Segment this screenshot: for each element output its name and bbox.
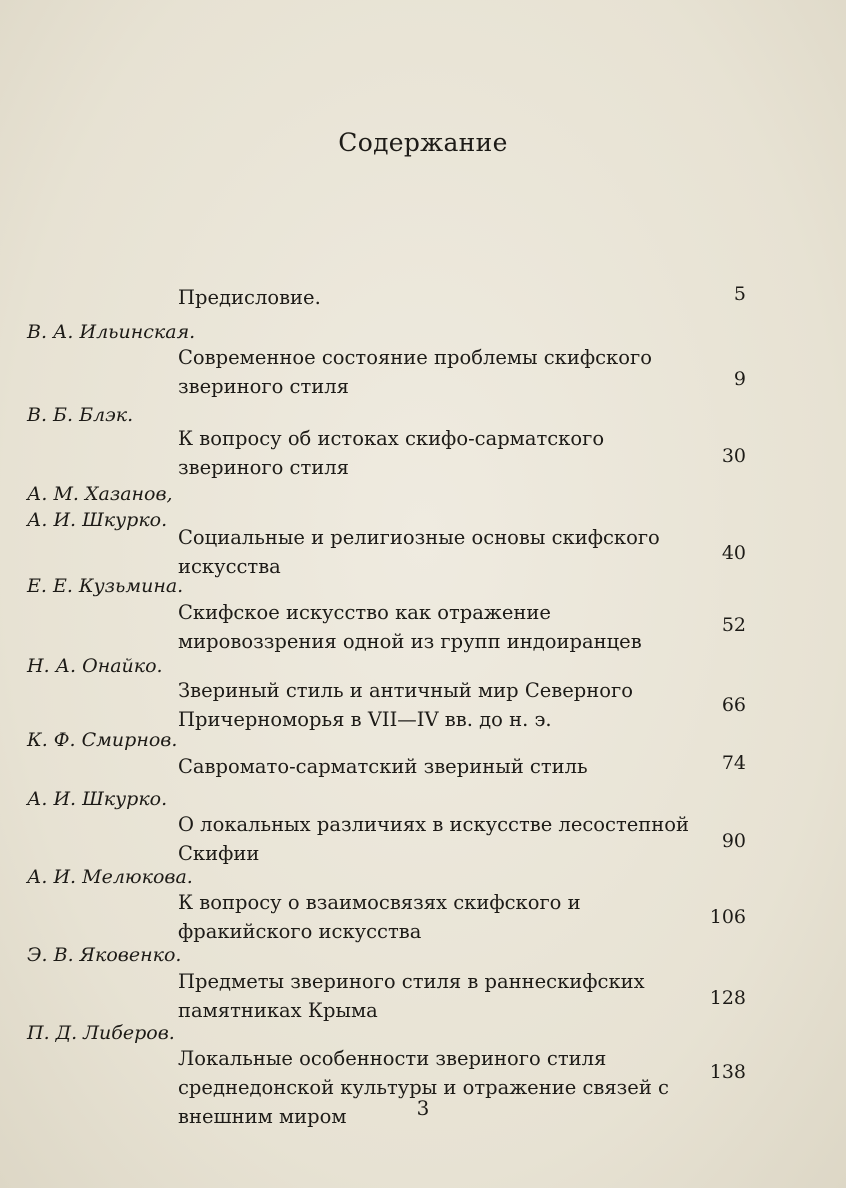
entry-page: 66	[721, 694, 746, 716]
entry-author: Е. Е. Кузьмина.	[27, 575, 184, 597]
entry-author: В. А. Ильинская.	[27, 321, 196, 343]
entry-title: Предисловие.	[178, 286, 321, 309]
entry-title: Локальные особенности звериного стиля среднедонской культуры и отражение связей с внешним миром	[178, 1047, 669, 1128]
entry-page: 52	[721, 614, 746, 636]
page-title: Содержание	[338, 128, 508, 157]
entry-page: 138	[709, 1061, 746, 1083]
entry-title: Савромато-сарматский звериный стиль	[178, 755, 588, 778]
entry-author: Н. А. Онайко.	[27, 655, 163, 677]
entry-page: 5	[733, 283, 746, 305]
entry-page: 74	[721, 752, 746, 774]
entry-title: Звериный стиль и античный мир Северного Причерноморья в VII—IV вв. до н. э.	[178, 679, 633, 731]
entry-title: Социальные и религиозные основы скифского искусства	[178, 526, 660, 578]
entry-author: А. И. Мелюкова.	[27, 866, 193, 888]
page-number: 3	[416, 1096, 430, 1120]
entry-title: О локальных различиях в искусстве лесостепной Скифии	[178, 813, 690, 865]
entry-author: К. Ф. Смирнов.	[27, 729, 178, 751]
entry-author-line: А. М. Хазанов,	[27, 483, 173, 505]
entry-author: П. Д. Либеров.	[27, 1022, 175, 1044]
entry-page: 90	[721, 830, 746, 852]
entry-title: Современное состояние проблемы скифского звериного стиля	[178, 346, 652, 398]
entry-title: Предметы звериного стиля в раннескифских памятниках Крыма	[178, 970, 645, 1022]
entry-page: 106	[709, 906, 746, 928]
entry-title: К вопросу об истоках скифо-сарматского звериного стиля	[178, 427, 605, 479]
entry-author: А. И. Шкурко.	[27, 788, 168, 810]
entry-author-line: А. И. Шкурко.	[27, 509, 168, 531]
entry-author: В. Б. Блэк.	[27, 404, 134, 426]
entry-page: 9	[733, 368, 746, 390]
entry-page: 40	[721, 542, 746, 564]
entry-title: К вопросу о взаимосвязях скифского и фракийского искусства	[178, 891, 581, 943]
entry-author: Э. В. Яковенко.	[27, 944, 182, 966]
entry-title: Скифское искусство как отражение мировоззрения одной из групп индоиранцев	[178, 601, 642, 653]
entry-page: 30	[721, 445, 746, 467]
entry-page: 128	[709, 987, 746, 1009]
